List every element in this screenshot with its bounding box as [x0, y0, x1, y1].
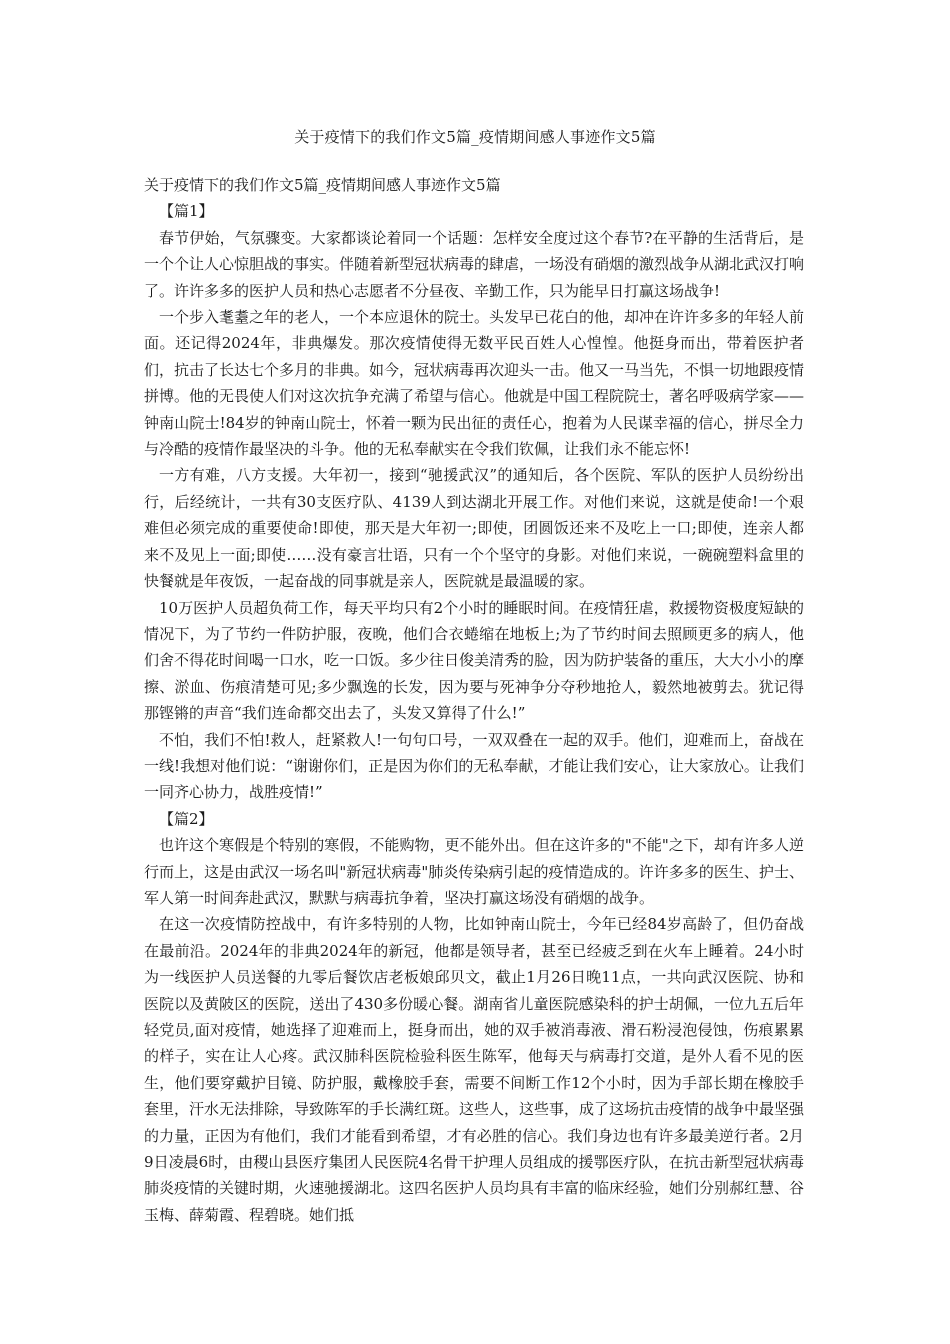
- paragraph: 也许这个寒假是个特别的寒假，不能购物，更不能外出。但在这许多的"不能"之下，却有许多人逆行而上，这是由武汉一场名叫"新冠状病毒"肺炎传染病引起的疫情造成的。许许多多的医生、护士、军人第一时间奔赴武汉，默默与病毒抗争着，坚决打赢这场没有硝烟的战争。: [144, 836, 804, 907]
- section-heading-1: 【篇1】: [159, 202, 214, 221]
- paragraph: 一个步入耄耋之年的老人，一个本应退休的院士。头发早已花白的他，却冲在许许多多的年轻人前面。还记得2024年，非典爆发。那次疫情使得无数平民百姓人心惶惶。他挺身而出，带着医护者们，抗击了长达七个多月的非典。如今，冠状病毒再次迎头一击。他又一马当先，不惧一切地跟疫情拼博。他的无畏使人们对这次抗争充满了希望与信心。他就是中国工程院院士，著名呼吸病学家——钟南山院士!84岁的钟南山院士，怀着一颗为民出征的责任心，抱着为人民谋幸福的信心，拼尽全力与冷酷的疫情作最坚决的斗争。他的无私奉献实在令我们钦佩，让我们永不能忘怀!: [144, 308, 805, 459]
- paragraph: 不怕，我们不怕!救人，赶紧救人!一句句口号，一双双叠在一起的双手。他们，迎难而上，奋战在一线!我想对他们说：“谢谢你们，正是因为你们的无私奉献，才能让我们安心，让大家放心。让我们一同齐心协力，战胜疫情!”: [144, 730, 804, 802]
- paragraph: 在这一次疫情防控战中，有许多特别的人物，比如钟南山院士，今年已经84岁高龄了，但仍奋战在最前沿。2024年的非典2024年的新冠，他都是领导者，甚至已经疲乏到在火车上睡着。24小时为一线医护人员送餐的九零后餐饮店老板娘邱贝文，截止1月26日晚11点，一共向武汉医院、协和医院以及黄陂区的医院，送出了430多份暖心餐。湖南省儿童医院感染科的护士胡佩，一位九五后年轻党员,面对疫情，她选择了迎难而上，挺身而出，她的双手被消毒液、滑石粉浸泡侵蚀，伤痕累累的样子，实在让人心疼。武汉肺科医院检验科医生陈军，他每天与病毒打交道，是外人看不见的医生，他们要穿戴护目镜、防护服，戴橡胶手套，需要不间断工作12个小时，因为手部长期在橡胶手套里，汗水无法排除，导致陈军的手长满红斑。这些人，这些事，成了这场抗击疫情的战争中最坚强的力量，正因为有他们，我们才能看到希望，才有必胜的信心。我们身边也有许多最美逆行者。2月9日凌晨6时，由稷山县医疗集团人民医院4名骨干护理人员组成的援鄂医疗队，在抗击新型冠状病毒肺炎疫情的关键时期，火速驰援湖北。这四名医护人员均具有丰富的临床经验，她们分别郝红慧、谷玉梅、薛菊霞、程碧晓。她们抵: [144, 915, 805, 1224]
- document-body: [144, 172, 804, 1228]
- section-heading-2: 【篇2】: [159, 809, 214, 828]
- document-subtitle: 关于疫情下的我们作文5篇_疫情期间感人事迹作文5篇: [144, 176, 501, 194]
- document-title: 关于疫情下的我们作文5篇_疫情期间感人事迹作文5篇: [294, 128, 656, 146]
- paragraph: 10万医护人员超负荷工作，每天平均只有2个小时的睡眠时间。在疫情狂虐，救援物资极度短缺的情况下，为了节约一件防护服，夜晚，他们合衣蜷缩在地板上;为了节约时间去照顾更多的病人，他们舍不得花时间喝一口水，吃一口饭。多少往日俊美清秀的脸，因为防护装备的重压，大大小小的摩擦、淤血、伤痕清楚可见;多少飘逸的长发，因为要与死神争分夺秒地抢人，毅然地被剪去。犹记得那铿锵的声音“我们连命都交出去了，头发又算得了什么!”: [144, 598, 805, 723]
- paragraph: 春节伊始，气氛骤变。大家都谈论着同一个话题：怎样安全度过这个春节?在平静的生活背后，是一个个让人心惊胆战的事实。伴随着新型冠状病毒的肆虐，一场没有硝烟的激烈战争从湖北武汉打响了。许许多多的医护人员和热心志愿者不分昼夜、辛勤工作，只为能早日打赢这场战争!: [144, 228, 805, 300]
- paragraph: 一方有难，八方支援。大年初一，接到“驰援武汉”的通知后，各个医院、军队的医护人员纷纷出行，后经统计，一共有30支医疗队、4139人到达湖北开展工作。对他们来说，这就是使命!一个艰难但必须完成的重要使命!即使，那天是大年初一;即使，团圆饭还来不及吃上一口;即使，连亲人都来不及见上一面;即使……没有豪言壮语，只有一个个坚守的身影。对他们来说，一碗碗塑料盒里的快餐就是年夜饭，一起奋战的同事就是亲人，医院就是最温暖的家。: [144, 466, 804, 591]
